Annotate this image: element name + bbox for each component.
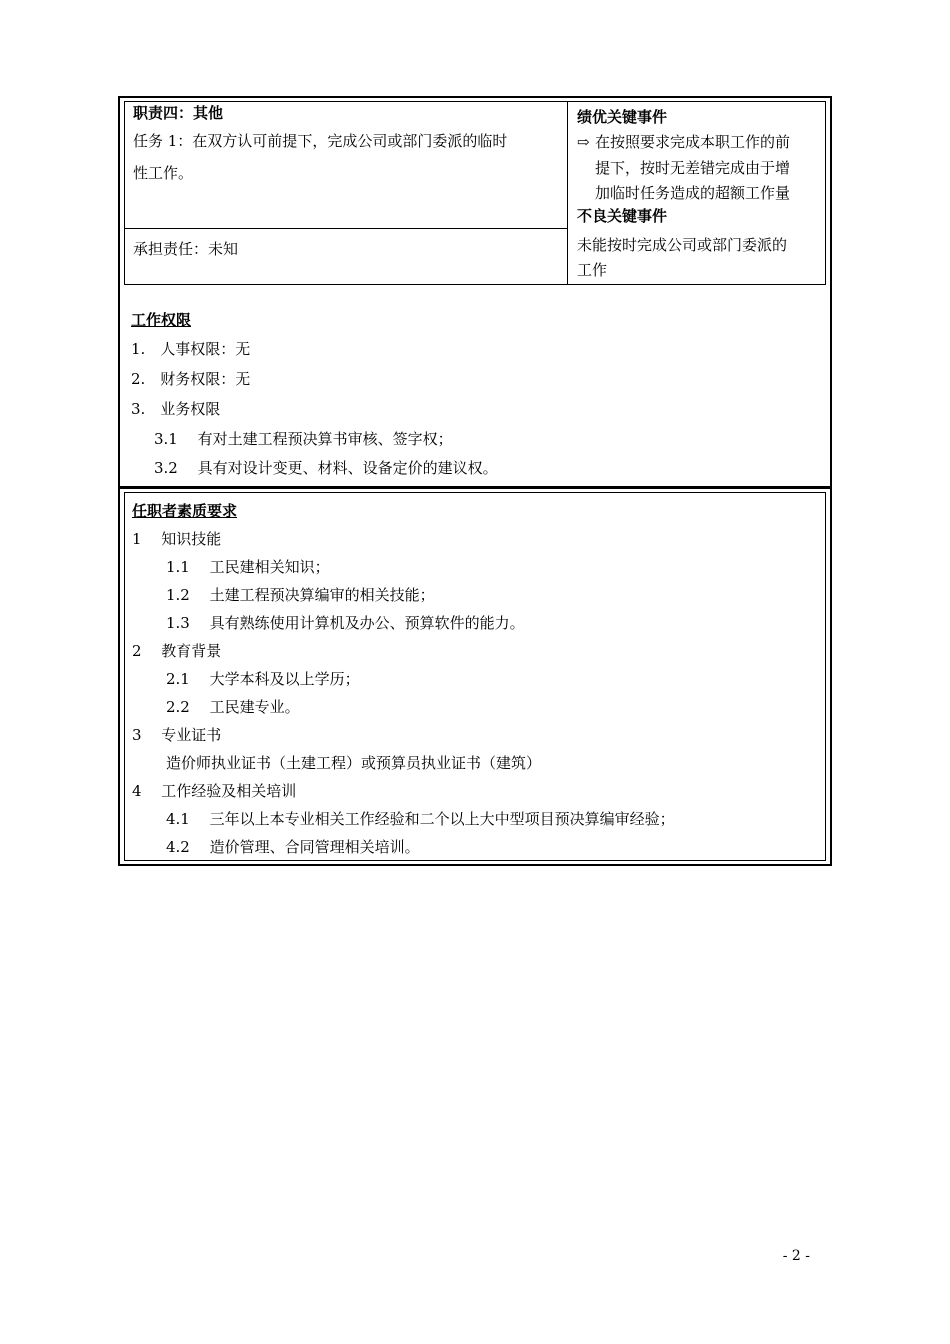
requirement-item: 1.3 具有熟练使用计算机及办公、预算软件的能力。: [166, 614, 525, 632]
duty-inner-frame: [124, 101, 826, 285]
requirement-item: 4.1 三年以上本专业相关工作经验和二个以上大中型项目预决算编审经验；: [166, 810, 675, 828]
duty-task-line1: 任务 1：在双方认可前提下，完成公司或部门委派的临时: [133, 132, 508, 150]
duty-section: [118, 96, 832, 488]
requirements-inner-frame: [124, 492, 826, 861]
row-divider: [125, 228, 567, 229]
duty-title: 职责四：其他: [133, 104, 224, 122]
authority-item: 2. 财务权限：无: [131, 370, 251, 388]
bad-event-line2: 工作: [577, 261, 608, 279]
bad-events-title: 不良关键事件: [577, 207, 668, 225]
requirement-heading: 3 专业证书: [132, 726, 222, 744]
good-events-title: 绩优关键事件: [577, 108, 668, 126]
requirements-title: 任职者素质要求: [132, 502, 238, 520]
good-event-line2: 提下，按时无差错完成由于增: [595, 159, 791, 177]
requirements-section: [118, 487, 832, 866]
authority-item: 3. 业务权限: [131, 400, 221, 418]
duty-responsibility: 承担责任：未知: [133, 240, 239, 258]
column-divider: [567, 102, 568, 284]
good-event-line1: 在按照要求完成本职工作的前: [595, 133, 791, 151]
requirement-item: 1.1 工民建相关知识；: [166, 558, 330, 576]
authority-subitem: 3.2 具有对设计变更、材料、设备定价的建议权。: [154, 459, 498, 477]
requirement-heading: 1 知识技能: [132, 530, 222, 548]
requirement-item: 造价师执业证书（土建工程）或预算员执业证书（建筑）: [166, 754, 542, 772]
authority-item: 1. 人事权限：无: [131, 340, 251, 358]
page-number: - 2 -: [782, 1248, 810, 1264]
arrow-icon: ⇨: [577, 133, 590, 151]
requirement-item: 1.2 土建工程预决算编审的相关技能；: [166, 586, 435, 604]
authority-title: 工作权限: [131, 311, 192, 329]
authority-subitem: 3.1 有对土建工程预决算书审核、签字权；: [154, 430, 453, 448]
requirement-heading: 4 工作经验及相关培训: [132, 782, 297, 800]
requirement-item: 2.2 工民建专业。: [166, 698, 300, 716]
requirement-heading: 2 教育背景: [132, 642, 222, 660]
requirement-item: 2.1 大学本科及以上学历；: [166, 670, 360, 688]
good-event-line3: 加临时任务造成的超额工作量: [595, 184, 791, 202]
requirement-item: 4.2 造价管理、合同管理相关培训。: [166, 838, 420, 856]
bad-event-line1: 未能按时完成公司或部门委派的: [577, 236, 788, 254]
duty-task-line2: 性工作。: [133, 164, 194, 182]
